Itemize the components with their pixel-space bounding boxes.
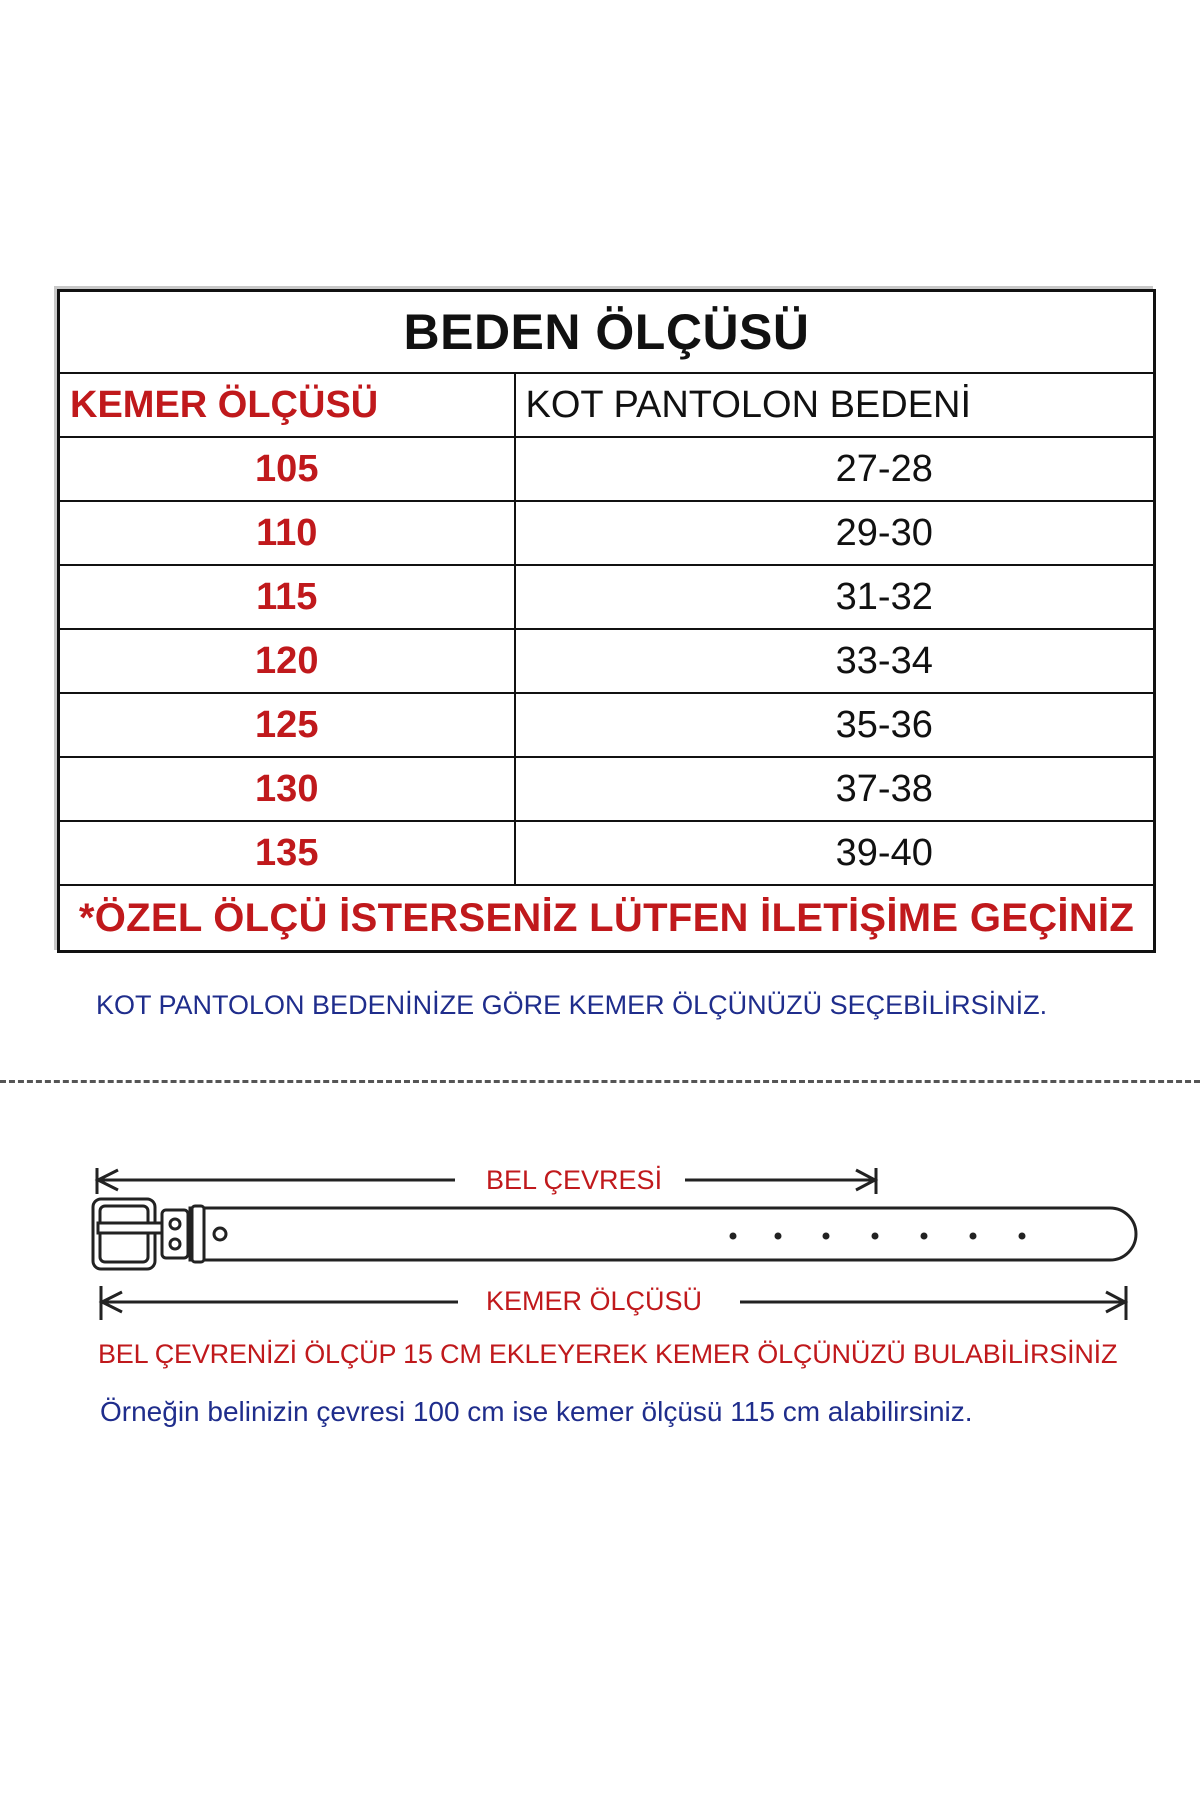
table-row (59, 629, 1155, 693)
belt-size-header: KEMER ÖLÇÜSÜ (59, 373, 515, 437)
belt-icon (93, 1199, 1136, 1269)
selection-caption: KOT PANTOLON BEDENİNİZE GÖRE KEMER ÖLÇÜNÜZÜ SEÇEBİLİRSİNİZ. (96, 990, 1048, 1020)
jeans-size-cell: 35-36 (515, 693, 1155, 757)
jeans-size-cell: 37-38 (515, 757, 1155, 821)
table-row (59, 693, 1155, 757)
jeans-size-cell: 39-40 (515, 821, 1155, 885)
table-row (59, 501, 1155, 565)
jeans-size-header: KOT PANTOLON BEDENİ (515, 373, 1155, 437)
table-row (59, 821, 1155, 885)
measure-instruction: BEL ÇEVRENİZİ ÖLÇÜP 15 CM EKLEYEREK KEMER ÖLÇÜNÜZÜ BULABİLİRSİNİZ (98, 1339, 1118, 1369)
belt-size-cell: 110 (59, 501, 515, 565)
table-row (59, 565, 1155, 629)
size-chart-table (57, 289, 1156, 953)
belt-size-cell: 120 (59, 629, 515, 693)
jeans-size-cell: 31-32 (515, 565, 1155, 629)
kemer-olcusu-label: KEMER ÖLÇÜSÜ (486, 1286, 703, 1316)
belt-size-cell: 135 (59, 821, 515, 885)
dashed-divider (0, 1080, 1200, 1083)
belt-size-cell: 105 (59, 437, 515, 501)
custom-size-note: *ÖZEL ÖLÇÜ İSTERSENİZ LÜTFEN İLETİŞİME GEÇİNİZ (59, 885, 1155, 952)
example-text: Örneğin belinizin çevresi 100 cm ise kemer ölçüsü 115 cm alabilirsiniz. (100, 1396, 973, 1427)
table-row (59, 757, 1155, 821)
jeans-size-cell: 33-34 (515, 629, 1155, 693)
belt-size-cell: 130 (59, 757, 515, 821)
jeans-size-cell: 29-30 (515, 501, 1155, 565)
jeans-size-cell: 27-28 (515, 437, 1155, 501)
bel-cevresi-label: BEL ÇEVRESİ (486, 1165, 663, 1195)
belt-size-cell: 115 (59, 565, 515, 629)
table-row (59, 437, 1155, 501)
belt-size-cell: 125 (59, 693, 515, 757)
table-title: BEDEN ÖLÇÜSÜ (59, 291, 1155, 374)
